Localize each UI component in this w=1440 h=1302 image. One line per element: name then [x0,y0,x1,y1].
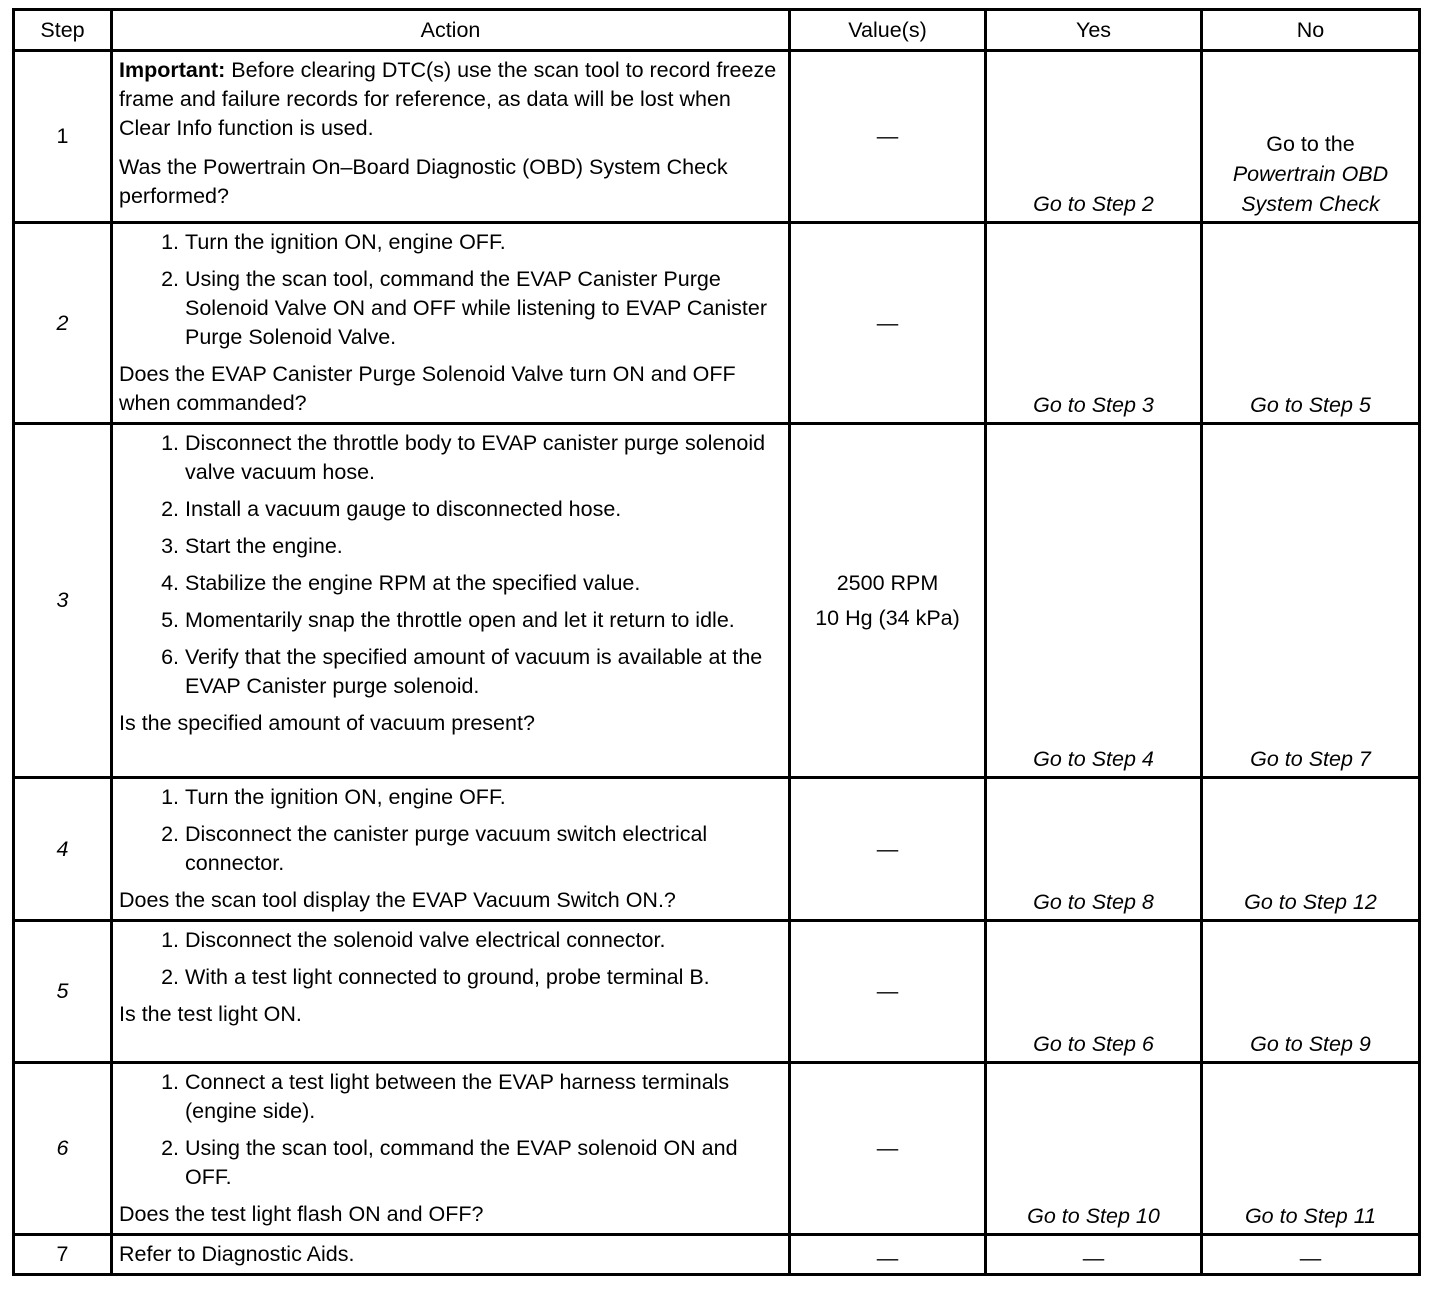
yes-cell: Go to Step 4 [986,424,1202,778]
header-values: Value(s) [790,10,986,51]
header-row [14,10,1420,51]
question-text: Does the scan tool display the EVAP Vacuum Switch ON.? [119,888,676,912]
no-cell: — [1202,1235,1420,1275]
action-item: 2. Using the scan tool, command the EVAP Canister Purge Solenoid Valve ON and OFF while listening to EVAP Canister Purge Solenoid Valve. [161,267,767,349]
value-cell: — [790,223,986,424]
yes-cell: Go to Step 3 [986,223,1202,424]
action-cell: Refer to Diagnostic Aids. [112,1235,790,1275]
no-cell: Go to Step 12 [1202,778,1420,921]
question-text: Was the Powertrain On–Board Diagnostic (OBD) System Check performed? [119,155,728,208]
action-item: 1. Turn the ignition ON, engine OFF. [161,230,506,254]
yes-cell: Go to Step 6 [986,921,1202,1063]
question-text: Does the EVAP Canister Purge Solenoid Valve turn ON and OFF when commanded? [119,362,736,415]
table-row [14,1235,1420,1275]
no-cell: Go to Step 11 [1202,1063,1420,1235]
value-cell: — [790,778,986,921]
table-row [14,424,1420,778]
yes-cell: Go to Step 10 [986,1063,1202,1235]
yes-cell: — [986,1235,1202,1275]
step-number: 5 [14,921,112,1063]
important-note [119,56,782,143]
action-cell [112,51,790,223]
action-list [119,1068,782,1192]
step-number: 2 [14,223,112,424]
value-cell: — [790,921,986,1063]
diagnostic-table [12,8,1421,1276]
question-text: Is the test light ON. [119,1002,302,1026]
table-row [14,778,1420,921]
action-item: 6. Verify that the specified amount of vacuum is available at the EVAP Canister purge solenoid. [161,645,763,698]
header-yes: Yes [986,10,1202,51]
header-step: Step [14,10,112,51]
action-cell [112,223,790,424]
no-line-1: Go to the [1266,132,1355,156]
action-cell [112,921,790,1063]
step-number: 4 [14,778,112,921]
question-text: Is the specified amount of vacuum present? [119,711,535,735]
action-item: 5. Momentarily snap the throttle open and let it return to idle. [161,608,735,632]
yes-cell: Go to Step 2 [986,51,1202,223]
yes-cell: Go to Step 8 [986,778,1202,921]
header-no: No [1202,10,1420,51]
no-cell [1202,51,1420,223]
table-row [14,223,1420,424]
step-number: 1 [14,51,112,223]
step-number: 7 [14,1235,112,1275]
value-cell: — [790,1063,986,1235]
action-list [119,429,782,701]
action-item: 1. Disconnect the throttle body to EVAP canister purge solenoid valve vacuum hose. [161,431,766,484]
table-row [14,51,1420,223]
action-item: 2. With a test light connected to ground, probe terminal B. [161,965,710,989]
action-list [119,783,782,878]
action-item: 1. Turn the ignition ON, engine OFF. [161,785,506,809]
no-cell: Go to Step 7 [1202,424,1420,778]
important-label: Important: [119,58,226,82]
step-number: 6 [14,1063,112,1235]
action-cell [112,424,790,778]
no-cell: Go to Step 5 [1202,223,1420,424]
action-cell [112,778,790,921]
header-action: Action [112,10,790,51]
step-number: 3 [14,424,112,778]
action-item: 1. Disconnect the solenoid valve electrical connector. [161,928,666,952]
action-item: 4. Stabilize the engine RPM at the specified value. [161,571,641,595]
table-row [14,1063,1420,1235]
action-cell [112,1063,790,1235]
value-cell: — [790,1235,986,1275]
action-item: 2. Disconnect the canister purge vacuum switch electrical connector. [161,822,708,875]
action-list [119,926,782,992]
action-item: 2. Install a vacuum gauge to disconnected hose. [161,497,622,521]
action-list [119,228,782,352]
value-vacuum: 10 Hg (34 kPa) [815,605,960,630]
value-cell: — [790,51,986,223]
no-cell: Go to Step 9 [1202,921,1420,1063]
value-cell [790,424,986,778]
table-row [14,921,1420,1063]
action-item: 3. Start the engine. [161,534,343,558]
value-rpm: 2500 RPM [836,570,939,595]
no-line-2: Powertrain OBD System Check [1232,162,1389,216]
question-text: Does the test light flash ON and OFF? [119,1202,484,1226]
action-item: 1. Connect a test light between the EVAP harness terminals (engine side). [161,1070,730,1123]
important-text: Before clearing DTC(s) use the scan tool to record freeze frame and failure records for reference, as data will be lost when Clear Info function is used. [119,58,777,140]
action-item: 2. Using the scan tool, command the EVAP solenoid ON and OFF. [161,1136,738,1189]
